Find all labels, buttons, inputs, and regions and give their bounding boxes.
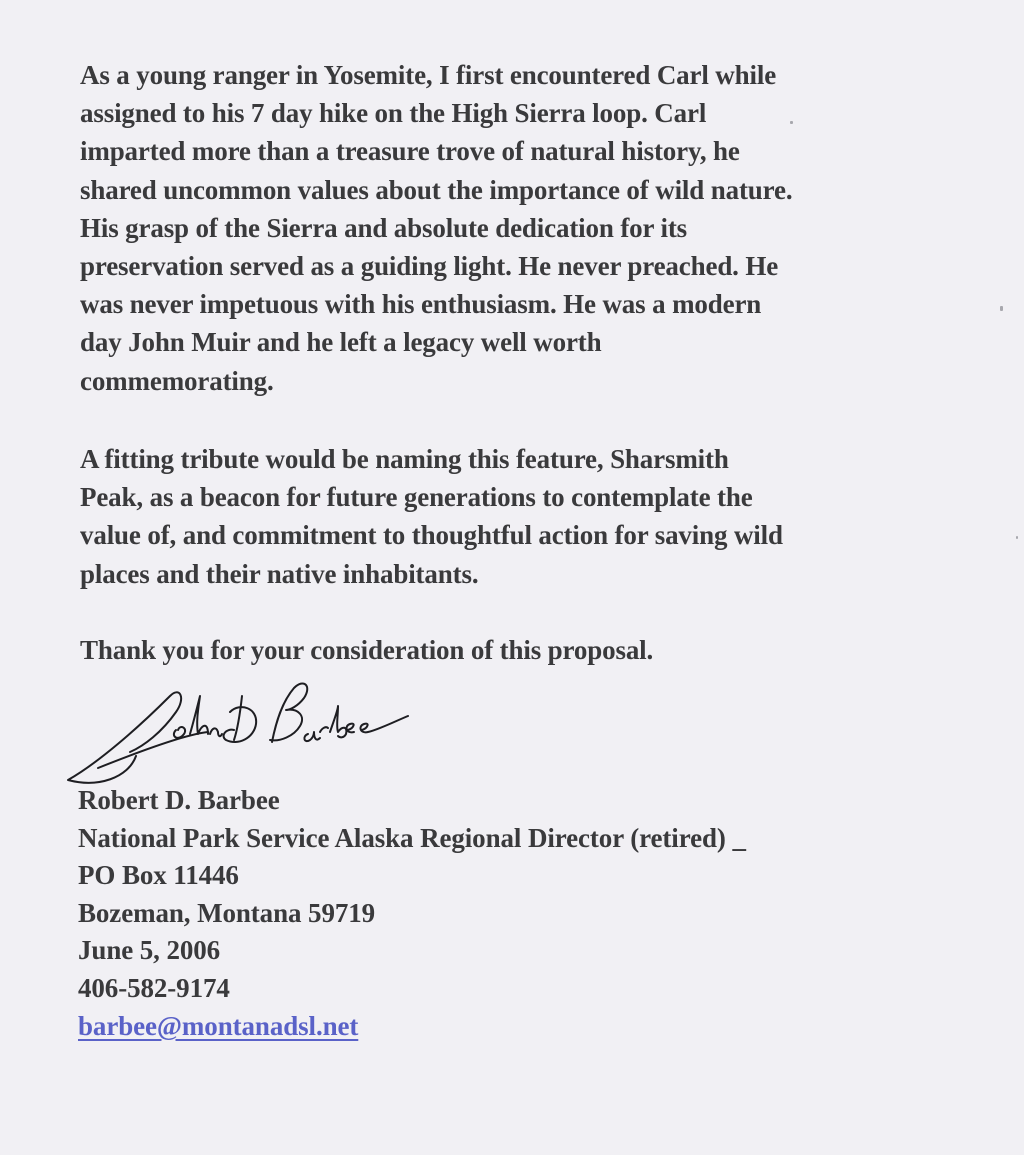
phone-number: 406-582-9174 [78,972,230,1003]
paragraph-line: was never impetuous with his enthusiasm. He was a modern [80,289,762,320]
scan-speck [1000,306,1003,311]
body-paragraph-2 [80,440,980,593]
paragraph-line: imparted more than a treasure trove of natural history, he [80,136,740,167]
signature-block [78,782,746,1045]
paragraph-line: His grasp of the Sierra and absolute dedication for its [80,212,688,243]
signer-name: Robert D. Barbee [78,785,280,815]
handwritten-signature [58,668,418,786]
paragraph-line: shared uncommon values about the importance of wild nature. [80,174,793,205]
email-link[interactable]: barbee@montanadsl.net [78,1010,359,1041]
closing-line: Thank you for your consideration of this proposal. [80,635,654,665]
paragraph-line: A fitting tribute would be naming this feature, Sharsmith [80,444,729,474]
address-line-1: PO Box 11446 [78,860,239,891]
paragraph-line: places and their native inhabitants. [80,558,479,589]
address-line-2: Bozeman, Montana 59719 [78,897,376,928]
paragraph-line: preservation served as a guiding light. He never preached. He [80,251,779,282]
paragraph-line: value of, and commitment to thoughtful action for saving wild [80,520,783,551]
paragraph-line: commemorating. [80,365,274,396]
paragraph-line: day John Muir and he left a legacy well worth [80,327,602,358]
paragraph-line: Peak, as a beacon for future generations to contemplate the [80,482,753,513]
signer-title: National Park Service Alaska Regional Director (retired) _ [78,822,746,853]
letter-date: June 5, 2006 [78,935,221,966]
scan-speck [790,121,793,124]
body-paragraph-1 [80,56,980,400]
paragraph-line: As a young ranger in Yosemite, I first encountered Carl while [80,60,777,90]
scan-speck [1016,536,1018,539]
paragraph-line: assigned to his 7 day hike on the High Sierra loop. Carl [80,98,707,129]
